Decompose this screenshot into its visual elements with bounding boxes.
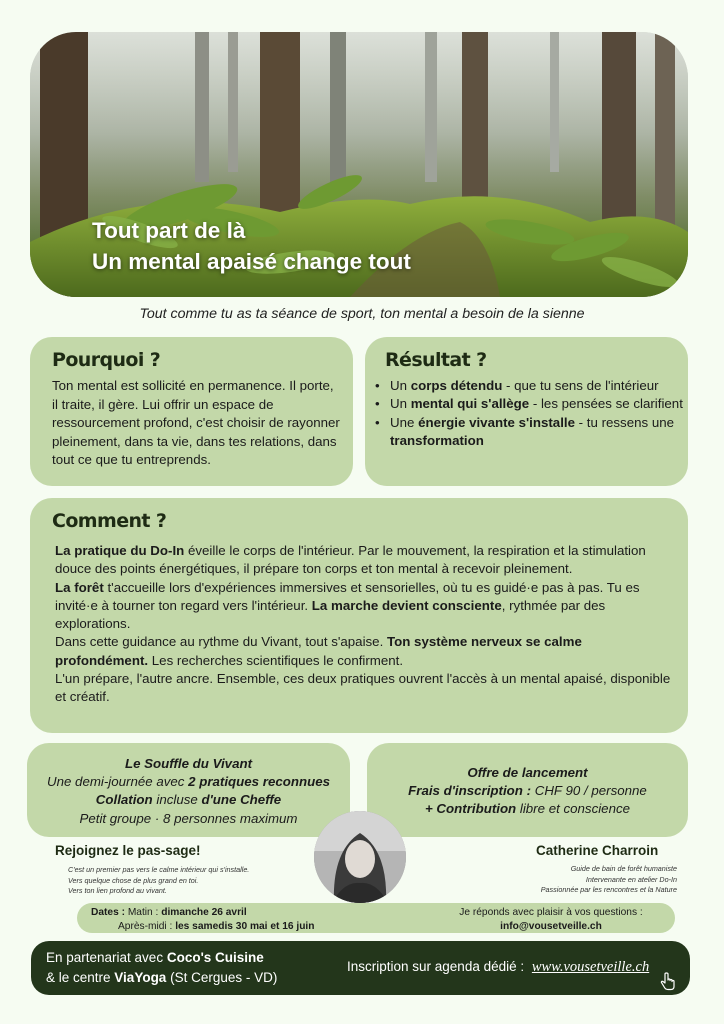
souffle-title: Le Souffle du Vivant: [124, 756, 253, 771]
footer-bar: [31, 941, 690, 995]
tagline: Tout comme tu as ta séance de sport, ton mental a besoin de la sienne: [139, 306, 585, 322]
partner-viayoga: ViaYoga: [114, 970, 167, 985]
avatar: [314, 811, 406, 903]
hero-forest-image: [30, 32, 688, 297]
list-item: • Un mental qui s'allège - les pensées se clarifient: [373, 395, 685, 413]
comment-paragraph-3: Dans cette guidance au rythme du Vivant, tout s'apaise. Ton système nerveux se calme profondément. Les recherches scientifiques le confirment.: [55, 634, 582, 668]
list-item: • Un corps détendu - que tu sens de l'intérieur: [373, 377, 685, 395]
souffle-line-3: Collation incluse d'une Cheffe: [95, 792, 282, 808]
comment-card: [30, 498, 688, 733]
website-link[interactable]: www.vousetveille.ch: [531, 959, 650, 975]
souffle-card: [27, 743, 350, 837]
contact-info: Je réponds avec plaisir à vos questions : info@vousetveille.ch: [451, 906, 651, 933]
comment-paragraph-2: La forêt t'accueille lors d'expériences immersives et sensorielles, où tu es guidé·e pas à pas. Tu es invité·e à tourner ton regard vers l'intérieur. La marche devient consciente, rythmée par des explorations.: [55, 579, 640, 632]
comment-heading: Comment ?: [52, 510, 167, 532]
list-item: • Une énergie vivante s'installe - tu ressens une transformation: [373, 414, 685, 451]
host-name: Catherine Charroin: [536, 843, 659, 858]
comment-paragraph-1: La pratique du Do-In éveille le corps de l'intérieur. Par le mouvement, la respiration et la stimulation douce des points énergétiques, il prépare ton corps et ton mental à recevoir pleinement.: [55, 543, 646, 577]
dates-info: Dates : Matin : dimanche 26 avril Après-midi : les samedis 30 mai et 16 juin: [91, 907, 315, 932]
resultat-card: [365, 337, 688, 486]
pourquoi-card: [30, 337, 353, 486]
souffle-line-4: Petit groupe · 8 personnes maximum: [79, 810, 298, 826]
dates-bar: [77, 903, 675, 933]
host-roles: Guide de bain de forêt humaniste Intervenante en atelier Do-In Passionnée par les rencontres et la Nature: [540, 864, 677, 894]
offre-contribution: + Contribution libre et conscience: [424, 801, 631, 817]
pourquoi-text: Ton mental est sollicité en permanence. Il porte, il traite, il gère. Lui offrir un espace de ressourcement profond, c'est choisir de rayonner pleinement, dans ta vie, dans tes relations, dans tout ce que tu entreprends.: [52, 378, 340, 468]
offre-card: [367, 743, 688, 837]
resultat-heading: Résultat ?: [385, 349, 487, 371]
hero-title: [92, 215, 411, 277]
portrait-illustration: [314, 811, 406, 903]
offre-price: Frais d'inscription : CHF 90 / personne: [408, 783, 647, 799]
comment-paragraph-4: L'un prépare, l'autre ancre. Ensemble, ces deux pratiques ouvrent l'accès à un mental apaisé, disponible et créatif.: [55, 671, 671, 705]
hero-title-line2: Un mental apaisé change tout: [92, 249, 411, 274]
email-link[interactable]: info@vousetveille.ch: [500, 920, 602, 932]
hero-title-line1: Tout part de là: [92, 218, 246, 243]
join-title: Rejoignez le pas-sage!: [55, 843, 201, 858]
partners-text: En partenariat avec Coco's Cuisine & le centre ViaYoga (St Cergues - VD): [46, 950, 278, 985]
signup-text: Inscription sur agenda dédié : www.vousetveille.ch: [347, 959, 650, 975]
comment-body: [55, 542, 675, 707]
pourquoi-heading: Pourquoi ?: [52, 349, 161, 371]
hand-pointer-icon: [658, 972, 678, 992]
partner-cocos-cuisine: Coco's Cuisine: [166, 950, 264, 965]
resultat-list: [373, 377, 685, 451]
souffle-line-2: Une demi-journée avec 2 pratiques reconnues: [46, 774, 331, 790]
join-lines: C'est un premier pas vers le calme intérieur qui s'installe. Vers quelque chose de plus grand en toi. Vers ton lien profond au vivant.: [68, 865, 250, 895]
offre-title: Offre de lancement: [467, 765, 588, 780]
